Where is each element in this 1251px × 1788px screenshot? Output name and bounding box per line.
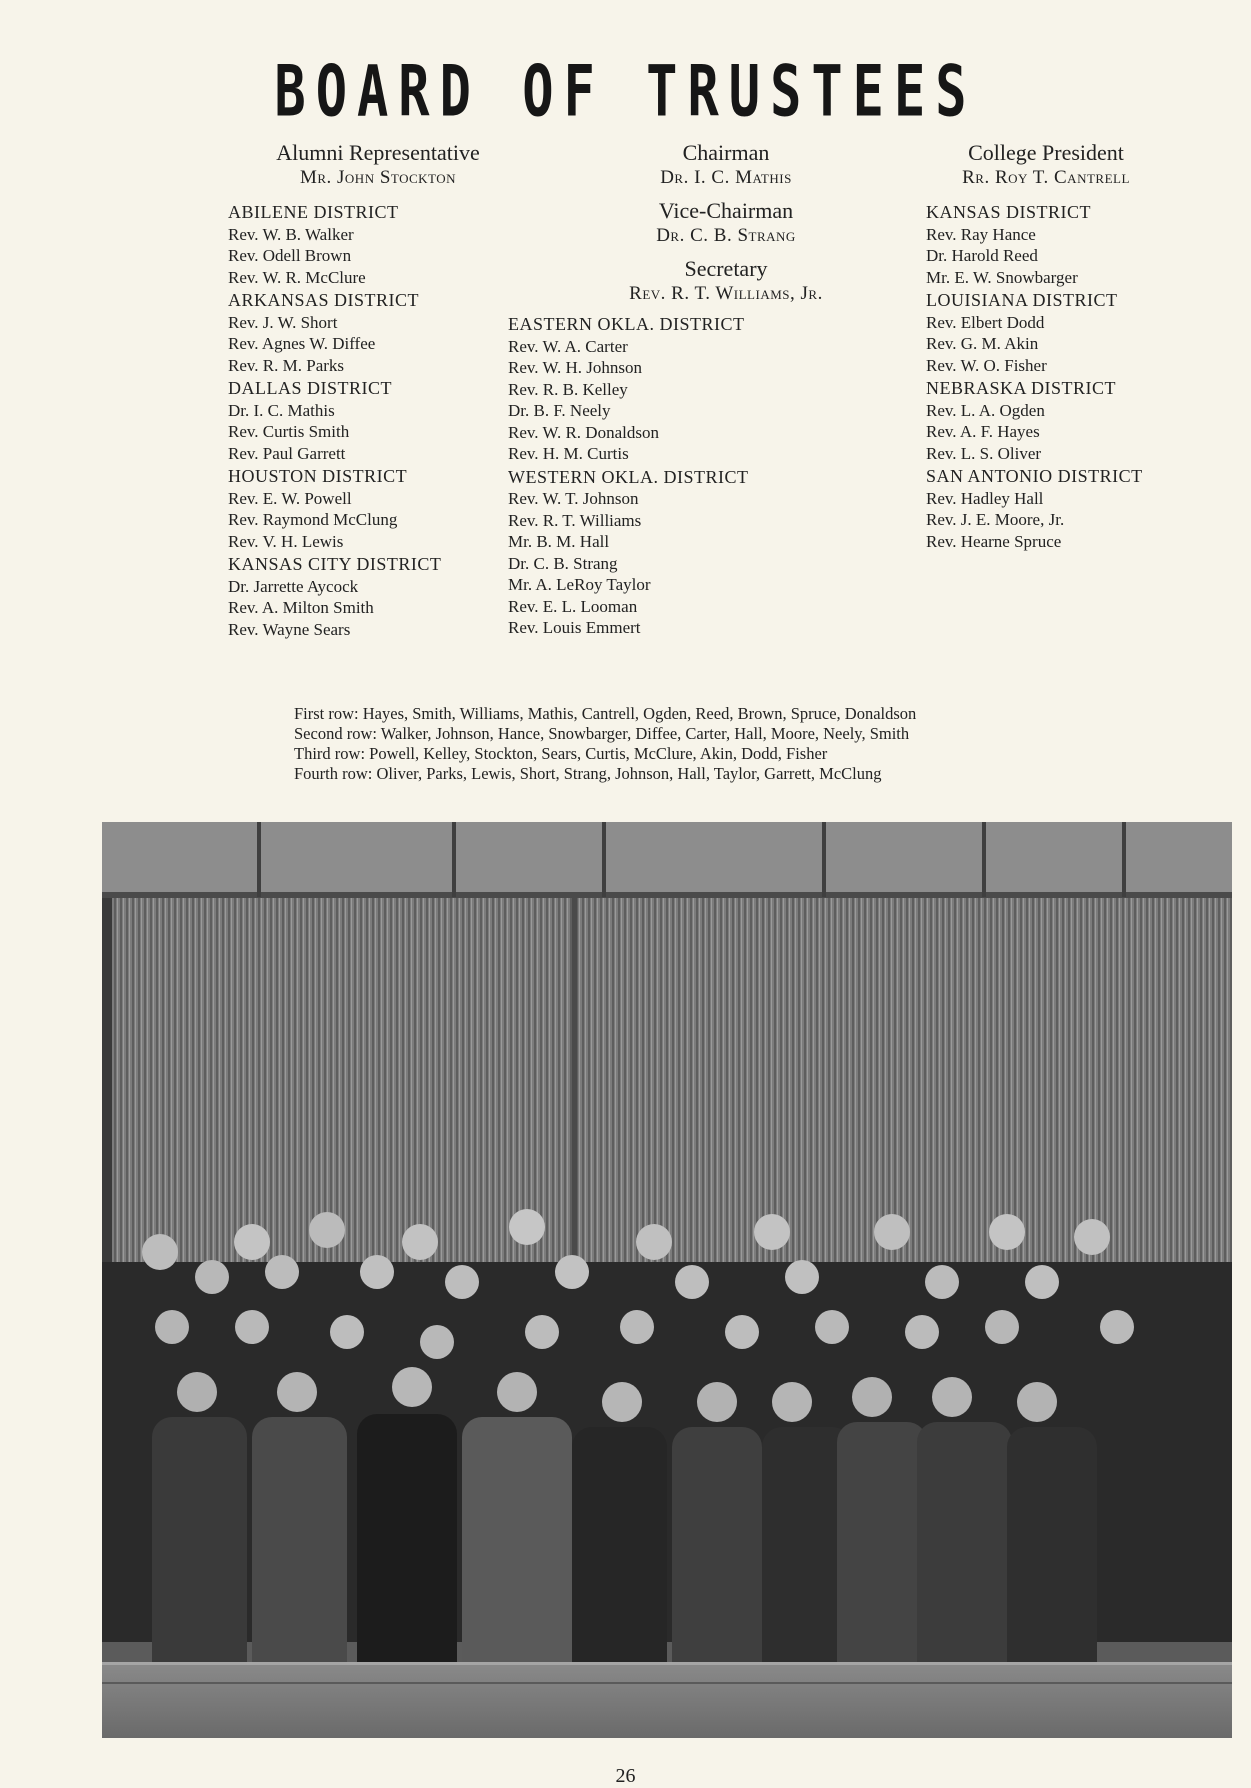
right-district-list <box>926 202 1186 552</box>
role-person: Dr. C. B. Strang <box>656 225 796 246</box>
trustee-name: Rev. Ray Hance <box>926 224 1036 244</box>
trustee-name: Rev. W. A. Carter <box>508 336 628 356</box>
page-title: BOARD OF TRUSTEES <box>274 52 977 133</box>
left-column <box>228 140 528 642</box>
trustee-name: Rev. Hearne Spruce <box>926 531 1062 551</box>
trustee-name: Rev. W. O. Fisher <box>926 355 1047 375</box>
trustee-name: Rev. Agnes W. Diffee <box>228 334 376 353</box>
trustee-name: Rev. Curtis Smith <box>228 422 350 441</box>
photo-caption <box>294 704 1094 784</box>
role-person: Rr. Roy T. Cantrell <box>962 167 1130 188</box>
trustee-name: Mr. B. M. Hall <box>508 532 610 551</box>
role-label: College President <box>968 140 1124 165</box>
district-name: HOUSTON DISTRICT <box>228 466 408 486</box>
trustee-name: Rev. Odell Brown <box>228 246 352 265</box>
trustee-name: Rev. R. T. Williams <box>508 510 642 530</box>
trustee-name: Rev. Louis Emmert <box>508 618 641 637</box>
trustee-name: Rev. W. R. McClure <box>228 267 366 287</box>
trustee-name: Rev. A. Milton Smith <box>228 598 374 617</box>
officer-stack <box>576 140 876 306</box>
trustee-name: Rev. W. B. Walker <box>228 224 354 244</box>
district-name: NEBRASKA DISTRICT <box>926 378 1117 398</box>
trustee-name: Rev. W. R. Donaldson <box>508 422 659 442</box>
trustee-name: Dr. C. B. Strang <box>508 553 618 573</box>
page-number: 26 <box>615 1765 636 1787</box>
district-block <box>926 378 1186 464</box>
district-name: KANSAS DISTRICT <box>926 202 1092 222</box>
trustee-name: Dr. Jarrette Aycock <box>228 576 359 596</box>
trustee-name: Rev. E. L. Looman <box>508 596 638 616</box>
trustee-name: Mr. A. LeRoy Taylor <box>508 575 651 594</box>
alumni-representative-block <box>228 140 528 190</box>
trustee-name: Rev. Elbert Dodd <box>926 312 1045 332</box>
role-person: Rev. R. T. Williams, Jr. <box>629 283 823 304</box>
trustee-name: Rev. Paul Garrett <box>228 443 346 463</box>
role-label: Alumni Representative <box>276 140 480 165</box>
caption-row-3: Third row: Powell, Kelley, Stockton, Sears, Curtis, McClure, Akin, Dodd, Fisher <box>294 744 828 763</box>
trustee-name: Dr. B. F. Neely <box>508 401 611 420</box>
secretary-block <box>576 256 876 306</box>
district-name: KANSAS CITY DISTRICT <box>228 554 442 574</box>
trustee-name: Rev. R. B. Kelley <box>508 379 628 399</box>
role-label: Secretary <box>684 256 768 281</box>
middle-column <box>508 140 876 641</box>
district-block <box>508 467 876 639</box>
group-photo <box>102 822 1232 1738</box>
trustee-name: Rev. V. H. Lewis <box>228 531 344 551</box>
trustee-name: Rev. H. M. Curtis <box>508 444 629 463</box>
trustee-name: Rev. W. T. Johnson <box>508 489 639 508</box>
district-block <box>228 466 528 552</box>
role-person: Mr. John Stockton <box>299 167 457 188</box>
role-label: Chairman <box>682 140 770 165</box>
district-name: SAN ANTONIO DISTRICT <box>926 466 1143 486</box>
role-person: Dr. I. C. Mathis <box>660 167 792 188</box>
trustee-name: Mr. E. W. Snowbarger <box>926 267 1078 287</box>
district-name: DALLAS DISTRICT <box>228 378 392 398</box>
district-block <box>926 290 1186 376</box>
trustee-name: Rev. L. A. Ogden <box>926 400 1045 420</box>
right-column <box>926 140 1186 554</box>
district-block <box>228 554 528 640</box>
trustee-name: Rev. G. M. Akin <box>926 334 1039 353</box>
trustee-name: Rev. R. M. Parks <box>228 355 345 375</box>
district-block <box>228 378 528 464</box>
caption-row-4: Fourth row: Oliver, Parks, Lewis, Short, Strang, Johnson, Hall, Taylor, Garrett, McClung <box>294 764 882 783</box>
trustee-name: Rev. Raymond McClung <box>228 510 398 529</box>
district-name: EASTERN OKLA. DISTRICT <box>508 314 745 334</box>
trustee-name: Rev. Wayne Sears <box>228 619 351 639</box>
district-block <box>508 314 876 465</box>
district-block <box>228 290 528 376</box>
district-block <box>926 202 1186 288</box>
trustee-name: Rev. A. F. Hayes <box>926 422 1040 441</box>
district-name: WESTERN OKLA. DISTRICT <box>508 466 749 487</box>
caption-row-1: First row: Hayes, Smith, Williams, Mathis, Cantrell, Ogden, Reed, Brown, Spruce, Donaldson <box>294 704 917 723</box>
district-block <box>926 466 1186 552</box>
caption-row-2: Second row: Walker, Johnson, Hance, Snowbarger, Diffee, Carter, Hall, Moore, Neely, Smith <box>294 724 910 743</box>
district-name: LOUISIANA DISTRICT <box>926 290 1118 310</box>
trustee-name: Rev. W. H. Johnson <box>508 358 642 377</box>
trustee-name: Rev. J. E. Moore, Jr. <box>926 510 1065 529</box>
district-name: ABILENE DISTRICT <box>228 202 399 222</box>
trustee-name: Rev. Hadley Hall <box>926 488 1044 508</box>
trustee-name: Dr. Harold Reed <box>926 246 1038 265</box>
trustee-name: Rev. L. S. Oliver <box>926 443 1042 463</box>
trustee-name: Rev. E. W. Powell <box>228 488 352 508</box>
college-president-block <box>916 140 1176 190</box>
district-name: ARKANSAS DISTRICT <box>228 290 420 310</box>
left-district-list <box>228 202 528 640</box>
trustee-name: Dr. I. C. Mathis <box>228 400 335 420</box>
vice-chairman-block <box>576 198 876 248</box>
group-photo-image <box>102 822 1232 1738</box>
district-block <box>228 202 528 288</box>
chairman-block <box>576 140 876 190</box>
role-label: Vice-Chairman <box>658 198 794 223</box>
trustee-name: Rev. J. W. Short <box>228 312 338 332</box>
middle-district-list <box>508 314 876 639</box>
